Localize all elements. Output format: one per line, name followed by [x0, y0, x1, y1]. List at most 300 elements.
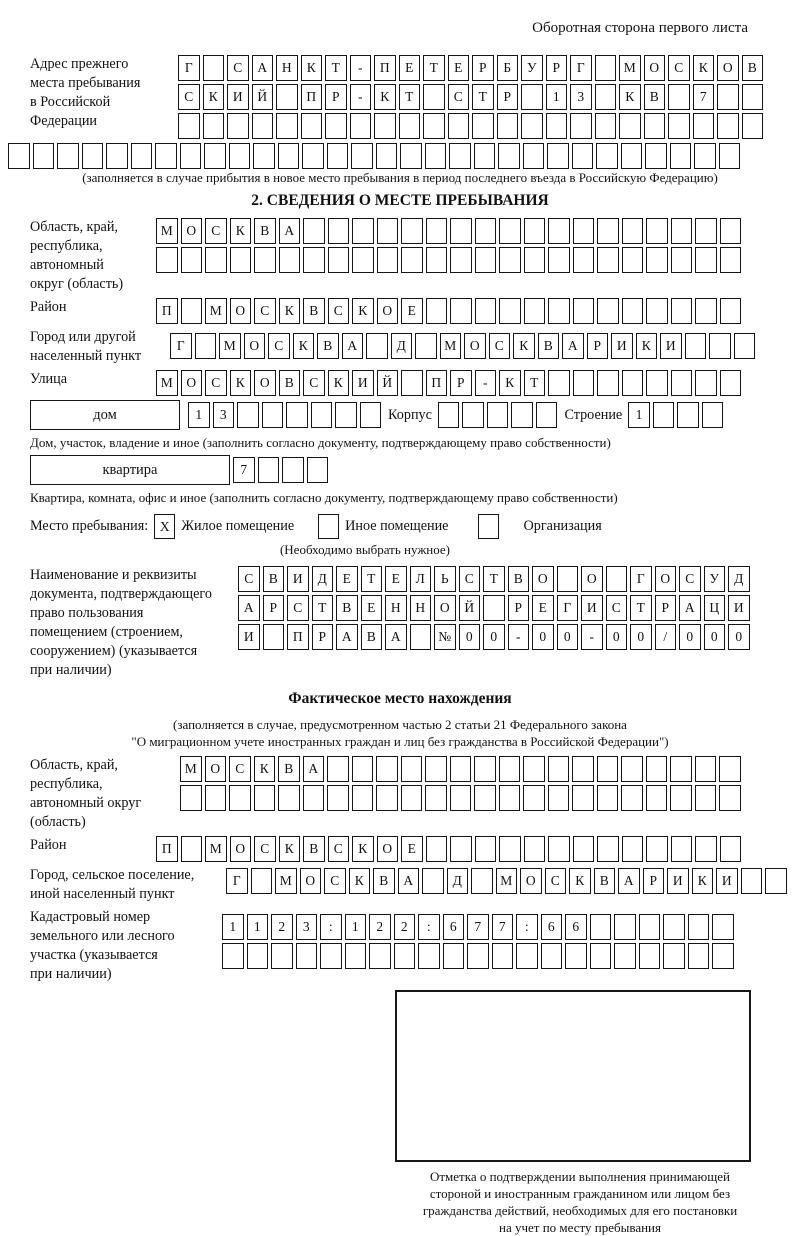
char-cell: [131, 143, 153, 169]
char-cell: [670, 143, 692, 169]
char-cell: [487, 402, 509, 428]
char-cell: 3: [296, 914, 318, 940]
char-cell: Е: [401, 836, 423, 862]
char-cell: [278, 143, 300, 169]
prev-address-row-3: [178, 113, 766, 139]
char-cell: [423, 84, 445, 110]
char-cell: О: [230, 836, 252, 862]
char-cell: Р: [312, 624, 334, 650]
char-cell: А: [679, 595, 701, 621]
char-cell: А: [303, 756, 325, 782]
char-cell: [181, 298, 203, 324]
char-cell: М: [205, 836, 227, 862]
char-cell: [352, 247, 374, 273]
char-cell: О: [377, 298, 399, 324]
char-cell: Н: [410, 595, 432, 621]
char-cell: 0: [679, 624, 701, 650]
char-cell: [720, 836, 742, 862]
char-cell: [303, 218, 325, 244]
document-row-2: [238, 595, 753, 621]
city-row: [30, 328, 770, 366]
char-cell: Р: [546, 55, 568, 81]
char-cell: [720, 218, 742, 244]
char-cell: [646, 370, 668, 396]
char-cell: В: [303, 836, 325, 862]
char-cell: И: [581, 595, 603, 621]
char-cell: [499, 756, 521, 782]
char-cell: [695, 218, 717, 244]
char-cell: 0: [728, 624, 750, 650]
char-cell: [671, 370, 693, 396]
char-cell: У: [704, 566, 726, 592]
actual-district-label: Район: [30, 837, 67, 853]
char-cell: В: [279, 370, 301, 396]
char-cell: Е: [385, 566, 407, 592]
char-cell: :: [418, 914, 440, 940]
char-cell: [720, 247, 742, 273]
char-cell: [597, 836, 619, 862]
char-cell: В: [361, 624, 383, 650]
char-cell: В: [508, 566, 530, 592]
char-cell: [106, 143, 128, 169]
char-cell: И: [716, 868, 738, 894]
char-cell: 1: [628, 402, 650, 428]
char-cell: [688, 914, 710, 940]
document-block: [30, 566, 770, 680]
char-cell: [565, 943, 587, 969]
char-cell: [352, 218, 374, 244]
char-cell: [498, 143, 520, 169]
char-cell: П: [156, 836, 178, 862]
char-cell: В: [317, 333, 339, 359]
char-cell: [352, 756, 374, 782]
actual-location-note-1: (заполняется в случае, предусмотренном частью 2 статьи 21 Федерального закона: [173, 717, 627, 732]
char-cell: -: [508, 624, 530, 650]
char-cell: К: [349, 868, 371, 894]
char-cell: Ц: [704, 595, 726, 621]
street-cells: [156, 370, 744, 396]
char-cell: 0: [483, 624, 505, 650]
actual-region-row-2: [180, 785, 744, 811]
char-cell: [621, 143, 643, 169]
apartment-box: квартира: [30, 455, 230, 485]
char-cell: В: [373, 868, 395, 894]
city-cells: [170, 333, 758, 359]
char-cell: Т: [524, 370, 546, 396]
char-cell: [462, 402, 484, 428]
char-cell: [254, 247, 276, 273]
char-cell: [450, 785, 472, 811]
char-cell: О: [464, 333, 486, 359]
char-cell: Е: [448, 55, 470, 81]
char-cell: -: [350, 84, 372, 110]
char-cell: [712, 914, 734, 940]
char-cell: [426, 218, 448, 244]
district-cells: [156, 298, 744, 324]
char-cell: [282, 457, 304, 483]
char-cell: [492, 943, 514, 969]
char-cell: Н: [276, 55, 298, 81]
char-cell: [450, 756, 472, 782]
char-cell: [646, 836, 668, 862]
char-cell: [546, 113, 568, 139]
char-cell: Б: [497, 55, 519, 81]
char-cell: -: [581, 624, 603, 650]
char-cell: С: [328, 298, 350, 324]
char-cell: С: [287, 595, 309, 621]
char-cell: К: [569, 868, 591, 894]
char-cell: /: [655, 624, 677, 650]
char-cell: [227, 113, 249, 139]
char-cell: [595, 84, 617, 110]
prev-address-row-2: [178, 84, 766, 110]
char-cell: [82, 143, 104, 169]
char-cell: [671, 298, 693, 324]
stay-option-residential: Жилое помещение: [181, 518, 295, 534]
char-cell: Р: [472, 55, 494, 81]
char-cell: [521, 113, 543, 139]
region-row-1: [156, 218, 744, 244]
char-cell: [328, 218, 350, 244]
char-cell: [156, 247, 178, 273]
char-cell: [475, 247, 497, 273]
apartment-cells: [233, 457, 331, 483]
char-cell: [671, 836, 693, 862]
char-cell: [548, 218, 570, 244]
char-cell: [203, 113, 225, 139]
char-cell: [541, 943, 563, 969]
char-cell: А: [618, 868, 640, 894]
char-cell: Й: [459, 595, 481, 621]
char-cell: Р: [497, 84, 519, 110]
actual-location-note-2: "О миграционном учете иностранных граждан и лиц без гражданства в Российской Федерации"): [131, 734, 669, 749]
char-cell: [639, 943, 661, 969]
char-cell: С: [328, 836, 350, 862]
char-cell: [670, 785, 692, 811]
char-cell: 7: [233, 457, 255, 483]
char-cell: А: [252, 55, 274, 81]
char-cell: [271, 943, 293, 969]
char-cell: Г: [630, 566, 652, 592]
char-cell: 0: [704, 624, 726, 650]
char-cell: С: [668, 55, 690, 81]
char-cell: [335, 402, 357, 428]
char-cell: [327, 143, 349, 169]
char-cell: [573, 247, 595, 273]
char-cell: О: [520, 868, 542, 894]
char-cell: О: [644, 55, 666, 81]
char-cell: И: [660, 333, 682, 359]
char-cell: [376, 143, 398, 169]
char-cell: [619, 113, 641, 139]
char-cell: -: [350, 55, 372, 81]
char-cell: К: [513, 333, 535, 359]
char-cell: [351, 143, 373, 169]
char-cell: 6: [541, 914, 563, 940]
house-row: [30, 400, 770, 430]
char-cell: [474, 756, 496, 782]
char-cell: 1: [546, 84, 568, 110]
region-label: Область, край, республика, автономный округ (область): [30, 219, 124, 292]
char-cell: 2: [369, 914, 391, 940]
char-cell: О: [434, 595, 456, 621]
char-cell: [695, 370, 717, 396]
char-cell: Г: [178, 55, 200, 81]
char-cell: [685, 333, 707, 359]
section2-title: 2. СВЕДЕНИЯ О МЕСТЕ ПРЕБЫВАНИЯ: [251, 192, 549, 209]
char-cell: [614, 943, 636, 969]
char-cell: [483, 595, 505, 621]
char-cell: К: [692, 868, 714, 894]
char-cell: [401, 756, 423, 782]
char-cell: В: [644, 84, 666, 110]
char-cell: [524, 247, 546, 273]
char-cell: [303, 247, 325, 273]
char-cell: [720, 298, 742, 324]
char-cell: [471, 868, 493, 894]
char-cell: [472, 113, 494, 139]
char-cell: 1: [345, 914, 367, 940]
char-cell: №: [434, 624, 456, 650]
char-cell: [410, 624, 432, 650]
char-cell: О: [181, 218, 203, 244]
stay-type-label: Место пребывания:: [30, 518, 149, 534]
char-cell: [438, 402, 460, 428]
char-cell: [644, 113, 666, 139]
back-side-title: Оборотная сторона первого листа: [532, 20, 748, 36]
char-cell: [401, 247, 423, 273]
char-cell: С: [679, 566, 701, 592]
char-cell: Р: [508, 595, 530, 621]
char-cell: [719, 785, 741, 811]
char-cell: А: [336, 624, 358, 650]
stay-checkbox-residential: X: [154, 514, 175, 539]
char-cell: [499, 298, 521, 324]
char-cell: [178, 113, 200, 139]
char-cell: Й: [377, 370, 399, 396]
char-cell: В: [303, 298, 325, 324]
char-cell: [621, 785, 643, 811]
char-cell: [327, 785, 349, 811]
char-cell: [596, 143, 618, 169]
char-cell: [450, 298, 472, 324]
char-cell: :: [516, 914, 538, 940]
char-cell: Г: [557, 595, 579, 621]
document-row-1: [238, 566, 753, 592]
char-cell: О: [655, 566, 677, 592]
char-cell: [663, 914, 685, 940]
char-cell: [311, 402, 333, 428]
char-cell: С: [205, 370, 227, 396]
char-cell: [401, 218, 423, 244]
char-cell: 1: [247, 914, 269, 940]
char-cell: [204, 143, 226, 169]
char-cell: С: [254, 836, 276, 862]
char-cell: К: [619, 84, 641, 110]
char-cell: [155, 143, 177, 169]
char-cell: С: [227, 55, 249, 81]
actual-district-row: [30, 836, 770, 862]
char-cell: [400, 143, 422, 169]
char-cell: [247, 943, 269, 969]
char-cell: [443, 943, 465, 969]
char-cell: К: [293, 333, 315, 359]
street-label: Улица: [30, 371, 68, 387]
char-cell: [523, 143, 545, 169]
char-cell: [376, 785, 398, 811]
char-cell: [595, 113, 617, 139]
char-cell: Г: [226, 868, 248, 894]
char-cell: П: [426, 370, 448, 396]
char-cell: Н: [385, 595, 407, 621]
char-cell: [597, 756, 619, 782]
char-cell: [646, 756, 668, 782]
char-cell: [573, 298, 595, 324]
korpus-label: Корпус: [388, 407, 432, 423]
char-cell: 7: [693, 84, 715, 110]
char-cell: Е: [361, 595, 383, 621]
char-cell: Р: [263, 595, 285, 621]
char-cell: [670, 756, 692, 782]
char-cell: Р: [643, 868, 665, 894]
char-cell: [547, 143, 569, 169]
char-cell: 3: [570, 84, 592, 110]
document-row-3: [238, 624, 753, 650]
char-cell: Т: [630, 595, 652, 621]
char-cell: [352, 785, 374, 811]
char-cell: К: [352, 298, 374, 324]
char-cell: [229, 785, 251, 811]
char-cell: [717, 113, 739, 139]
korpus-cells: [438, 402, 561, 428]
char-cell: [475, 298, 497, 324]
char-cell: [511, 402, 533, 428]
char-cell: [719, 143, 741, 169]
char-cell: [741, 868, 763, 894]
char-cell: [296, 943, 318, 969]
char-cell: [590, 914, 612, 940]
char-cell: 3: [213, 402, 235, 428]
char-cell: 6: [565, 914, 587, 940]
char-cell: [222, 943, 244, 969]
char-cell: П: [374, 55, 396, 81]
char-cell: О: [532, 566, 554, 592]
char-cell: У: [521, 55, 543, 81]
district-label: Район: [30, 299, 67, 315]
stay-checkbox-organization: [478, 514, 499, 539]
char-cell: К: [230, 370, 252, 396]
char-cell: [203, 55, 225, 81]
stamp-box: [395, 990, 751, 1162]
char-cell: [597, 370, 619, 396]
char-cell: [325, 113, 347, 139]
char-cell: [622, 218, 644, 244]
char-cell: [497, 113, 519, 139]
char-cell: [374, 113, 396, 139]
char-cell: М: [205, 298, 227, 324]
char-cell: [742, 84, 764, 110]
char-cell: 1: [188, 402, 210, 428]
char-cell: [597, 785, 619, 811]
char-cell: [671, 247, 693, 273]
char-cell: В: [742, 55, 764, 81]
char-cell: К: [636, 333, 658, 359]
char-cell: П: [156, 298, 178, 324]
char-cell: [719, 756, 741, 782]
char-cell: М: [180, 756, 202, 782]
char-cell: [572, 143, 594, 169]
char-cell: [229, 143, 251, 169]
char-cell: [425, 143, 447, 169]
char-cell: А: [562, 333, 584, 359]
char-cell: [646, 218, 668, 244]
char-cell: [279, 247, 301, 273]
actual-region-row-1: [180, 756, 744, 782]
char-cell: С: [238, 566, 260, 592]
char-cell: [695, 247, 717, 273]
char-cell: [278, 785, 300, 811]
char-cell: [230, 247, 252, 273]
char-cell: [426, 298, 448, 324]
char-cell: [694, 143, 716, 169]
char-cell: Г: [170, 333, 192, 359]
char-cell: [425, 785, 447, 811]
char-cell: [677, 402, 699, 428]
char-cell: [590, 943, 612, 969]
char-cell: [180, 785, 202, 811]
char-cell: [573, 836, 595, 862]
char-cell: [181, 247, 203, 273]
char-cell: М: [156, 370, 178, 396]
region-row: [30, 218, 770, 294]
char-cell: [426, 247, 448, 273]
char-cell: [521, 84, 543, 110]
char-cell: [524, 218, 546, 244]
char-cell: [195, 333, 217, 359]
prev-address-note: (заполняется в случае прибытия в новое место пребывания в период последнего въезда в Российскую Федерацию): [82, 170, 718, 185]
char-cell: [709, 333, 731, 359]
char-cell: [693, 113, 715, 139]
char-cell: К: [203, 84, 225, 110]
char-cell: [668, 113, 690, 139]
char-cell: [328, 247, 350, 273]
char-cell: [572, 756, 594, 782]
char-cell: [422, 868, 444, 894]
char-cell: [595, 55, 617, 81]
char-cell: И: [728, 595, 750, 621]
char-cell: 0: [532, 624, 554, 650]
actual-city-cells: [226, 868, 790, 894]
char-cell: П: [287, 624, 309, 650]
char-cell: Т: [483, 566, 505, 592]
char-cell: 2: [394, 914, 416, 940]
char-cell: [394, 943, 416, 969]
char-cell: И: [227, 84, 249, 110]
char-cell: К: [693, 55, 715, 81]
char-cell: [276, 84, 298, 110]
char-cell: [377, 247, 399, 273]
char-cell: С: [254, 298, 276, 324]
char-cell: К: [279, 836, 301, 862]
char-cell: [286, 402, 308, 428]
char-cell: [548, 836, 570, 862]
char-cell: [366, 333, 388, 359]
char-cell: [181, 836, 203, 862]
char-cell: [668, 84, 690, 110]
char-cell: [548, 370, 570, 396]
char-cell: [251, 868, 273, 894]
char-cell: [695, 756, 717, 782]
